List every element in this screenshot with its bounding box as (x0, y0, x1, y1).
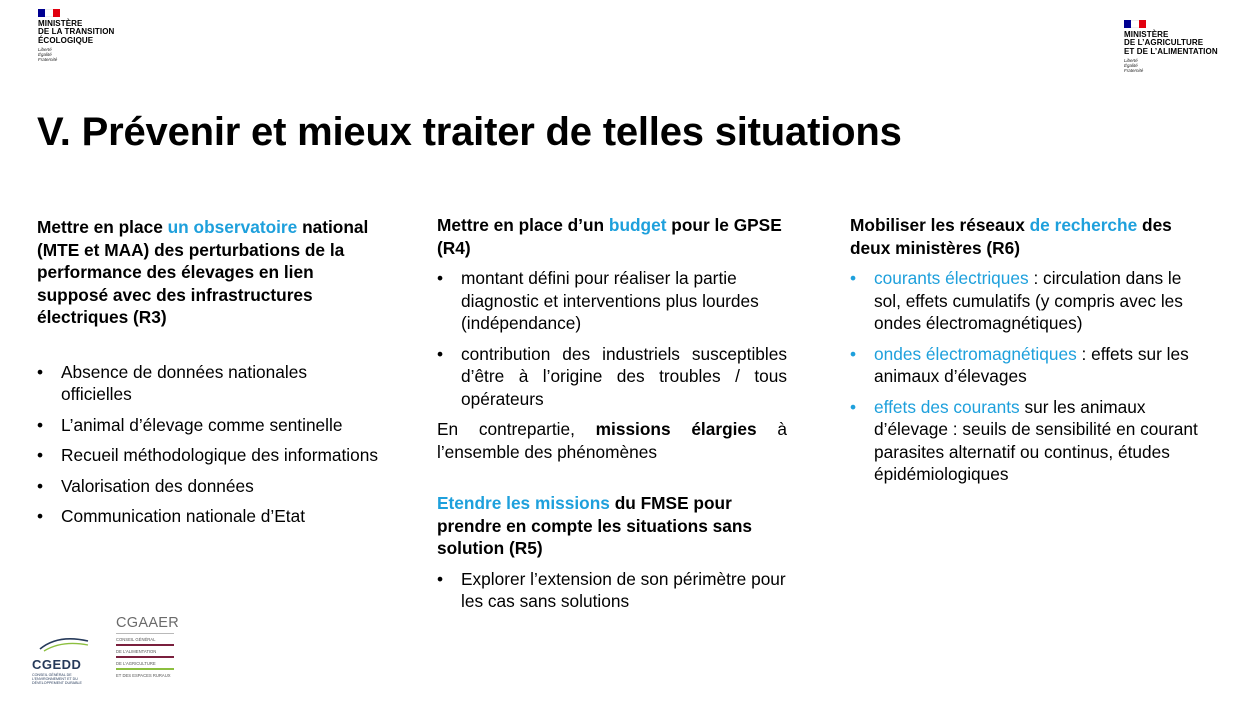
column-heading: Mobiliser les réseaux de recherche des deux ministères (R6) (850, 215, 1172, 258)
list-item: • ondes électromagnétiques : effets sur les animaux d’élevages (850, 343, 1189, 386)
column-heading: Mettre en place un observatoire national (MTE et MAA) des perturbations de la performance des élevages en lien supposé avec des infrastructures électriques (R3) (37, 217, 369, 327)
column-budget (437, 214, 787, 621)
logo-line: ET DE L’ALIMENTATION (1124, 46, 1218, 56)
list-item: • Absence de données nationales officielles (37, 361, 307, 404)
column-observatoire (37, 216, 382, 536)
column-heading: Mettre en place d’un budget pour le GPSE (R4) (437, 215, 782, 258)
list-item: • effets des courants sur les animaux d’élevage : seuils de sensibilité en courant parasites alternatif ou continus, études épidémiologiques (850, 396, 1198, 484)
list-item: • Communication nationale d’Etat (37, 506, 305, 526)
cgedd-arc-icon (38, 632, 90, 652)
list-item: • Explorer l’extension de son périmètre pour les cas sans solutions (437, 568, 786, 611)
ministry-ecology-logo (38, 9, 114, 62)
column-recherche (850, 214, 1210, 494)
ministry-agriculture-logo (1124, 20, 1218, 73)
list-item: • Valorisation des données (37, 475, 254, 496)
logo-line: MINISTÈRE (1124, 30, 1169, 39)
logo-line: ÉCOLOGIQUE (38, 35, 94, 45)
bullet-list (437, 568, 787, 613)
list-item: • courants électriques : circulation dans le sol, effets cumulatifs (y compris avec les ondes électromagnétiques) (850, 268, 1183, 333)
list-item: • montant défini pour réaliser la partie diagnostic et interventions plus lourdes (indépendance) (437, 268, 759, 333)
bullet-list (437, 267, 787, 410)
list-item: • contribution des industriels susceptibles d’être à l’origine des troubles / tous opérateurs (437, 343, 787, 409)
logo-line: MINISTÈRE (38, 19, 83, 28)
cgaaer-logo: CGAAER CONSEIL GÉNÉRAL DE L’ALIMENTATION DE L’AGRICULTURE ET DES ESPACES RURAUX (116, 615, 180, 678)
french-flag-icon (1124, 20, 1146, 28)
list-item: • Recueil méthodologique des informations (37, 445, 379, 465)
column-heading-fmse: Etendre les missions du FMSE pour prendre en compte les situations sans solution (R5) (437, 493, 752, 558)
bullet-list (850, 267, 1210, 486)
french-flag-icon (38, 9, 60, 17)
logo-line: DE LA TRANSITION (38, 27, 115, 37)
bullet-list (37, 361, 382, 528)
slide-title: V. Prévenir et mieux traiter de telles situations (37, 110, 902, 154)
logo-motto: Liberté Égalité Fraternité (1124, 58, 1144, 74)
logo-line: DE L’AGRICULTURE (1124, 38, 1204, 48)
list-item: • L’animal d’élevage comme sentinelle (37, 414, 343, 435)
logo-motto: Liberté Égalité Fraternité (38, 47, 58, 63)
counterpart-text: En contrepartie, missions élargies à l’ensemble des phénomènes (437, 419, 787, 462)
cgedd-logo: CGEDD CONSEIL GÉNÉRAL DE L’ENVIRONNEMENT ET DU DÉVELOPPEMENT DURABLE (32, 632, 94, 685)
